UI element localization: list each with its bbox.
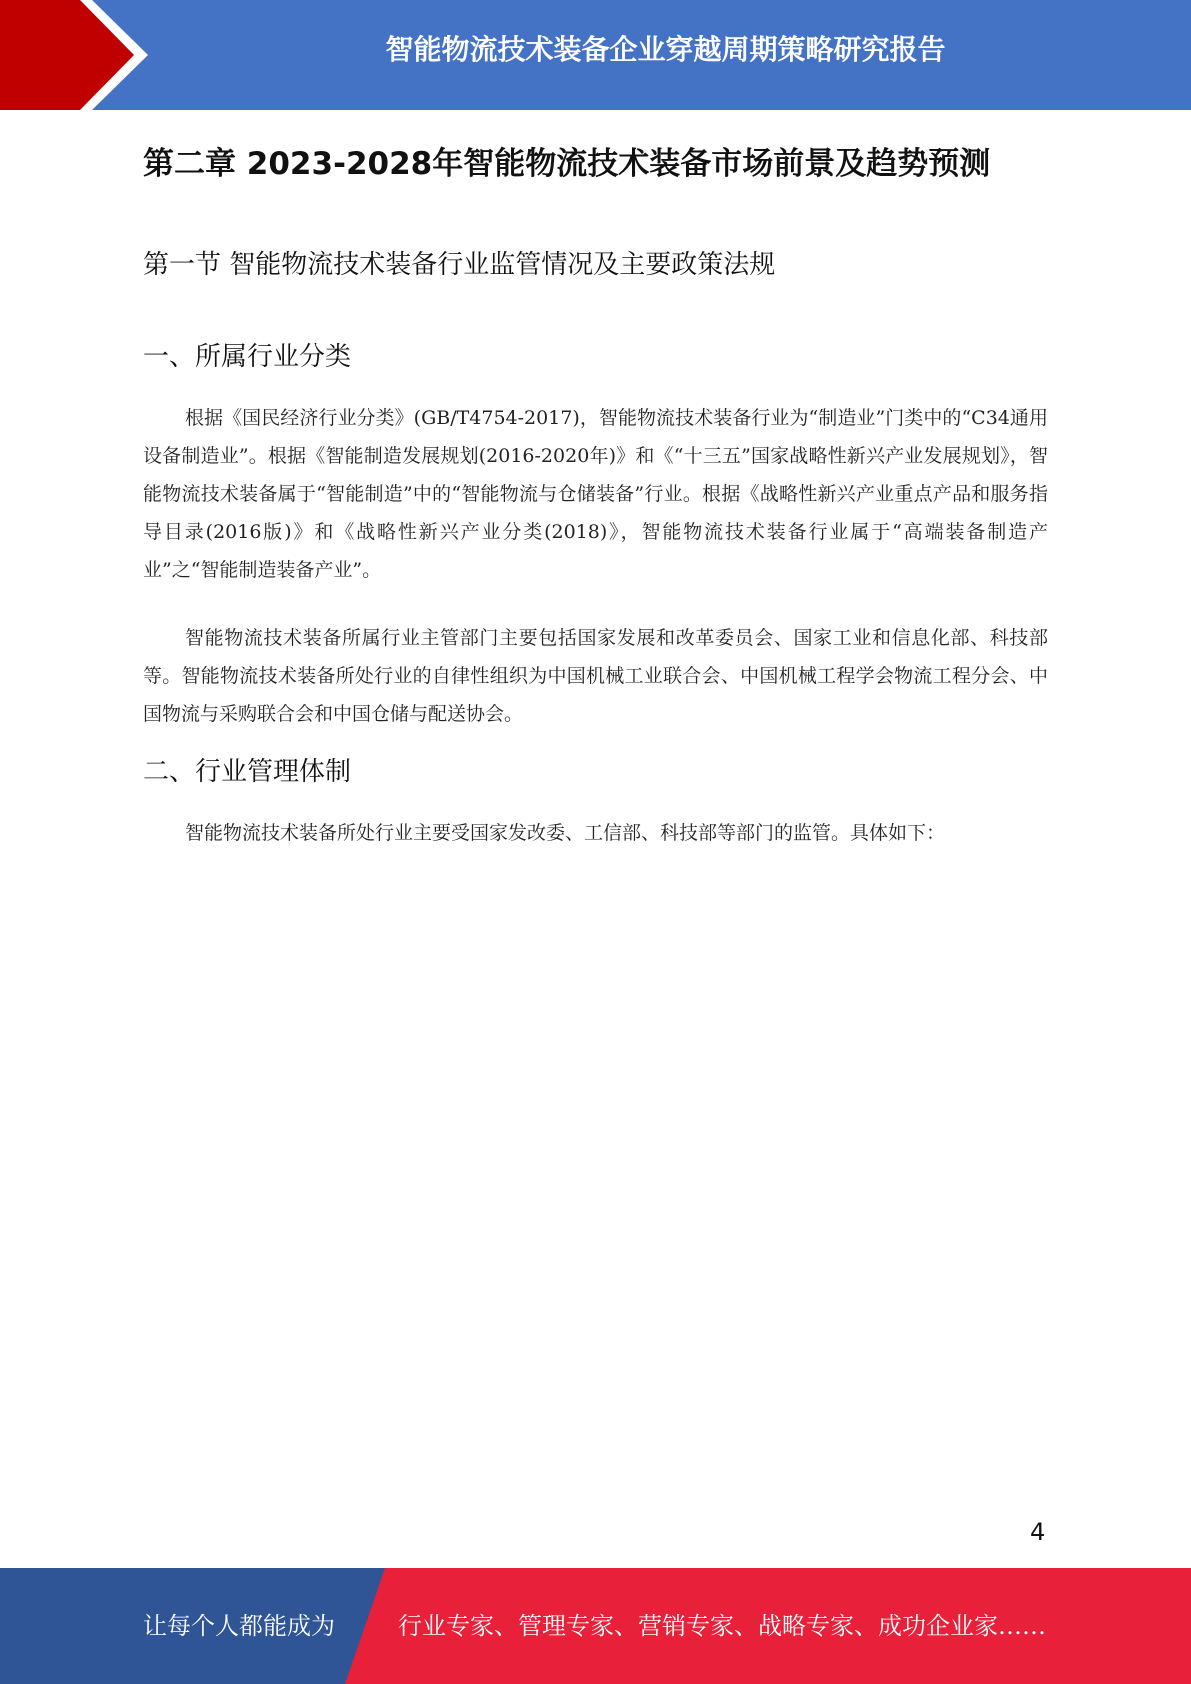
paragraph-management: 智能物流技术装备所处行业主要受国家发改委、工信部、科技部等部门的监管。具体如下：	[185, 822, 946, 844]
paragraph-authorities: 智能物流技术装备所属行业主管部门主要包括国家发展和改革委员会、国家工业和信息化部、科技部等。智能物流技术装备所处行业的自律性组织为中国机械工业联合会、中国机械工程学会物流工程分会、中国物流与采购联合会和中国仓储与配送协会。	[143, 627, 1048, 725]
subsection-title-classification: 一、所属行业分类	[143, 342, 352, 372]
paragraph-classification: 根据《国民经济行业分类》(GB/T4754-2017)，智能物流技术装备行业为“制造业”门类中的“C34通用设备制造业”。根据《智能制造发展规划(2016-2020年)》和《“十三五”国家战略性新兴产业发展规划》，智能物流技术装备属于“智能制造”中的“智能物流与仓储装备”行业。根据《战略性新兴产业重点产品和服务指导目录(2016版)》和《战略性新兴产业分类(2018)》，智能物流技术装备行业属于“高端装备制造产业”之“智能制造装备产业”。	[143, 407, 1048, 581]
report-title: 智能物流技术装备企业穿越周期策略研究报告	[385, 33, 946, 66]
section-title: 第一节 智能物流技术装备行业监管情况及主要政策法规	[143, 250, 776, 280]
chapter-title: 第二章 2023-2028年智能物流技术装备市场前景及趋势预测	[143, 146, 991, 182]
footer-slogan-left: 让每个人都能成为	[143, 1612, 335, 1640]
page-footer	[0, 1568, 1191, 1684]
header-arrow-decoration	[0, 0, 200, 110]
page-number: 4	[1030, 1518, 1046, 1546]
page-header	[0, 0, 1191, 110]
subsection-title-management: 二、行业管理体制	[143, 757, 352, 787]
footer-slogan-right: 行业专家、管理专家、营销专家、战略专家、成功企业家……	[398, 1612, 1046, 1640]
